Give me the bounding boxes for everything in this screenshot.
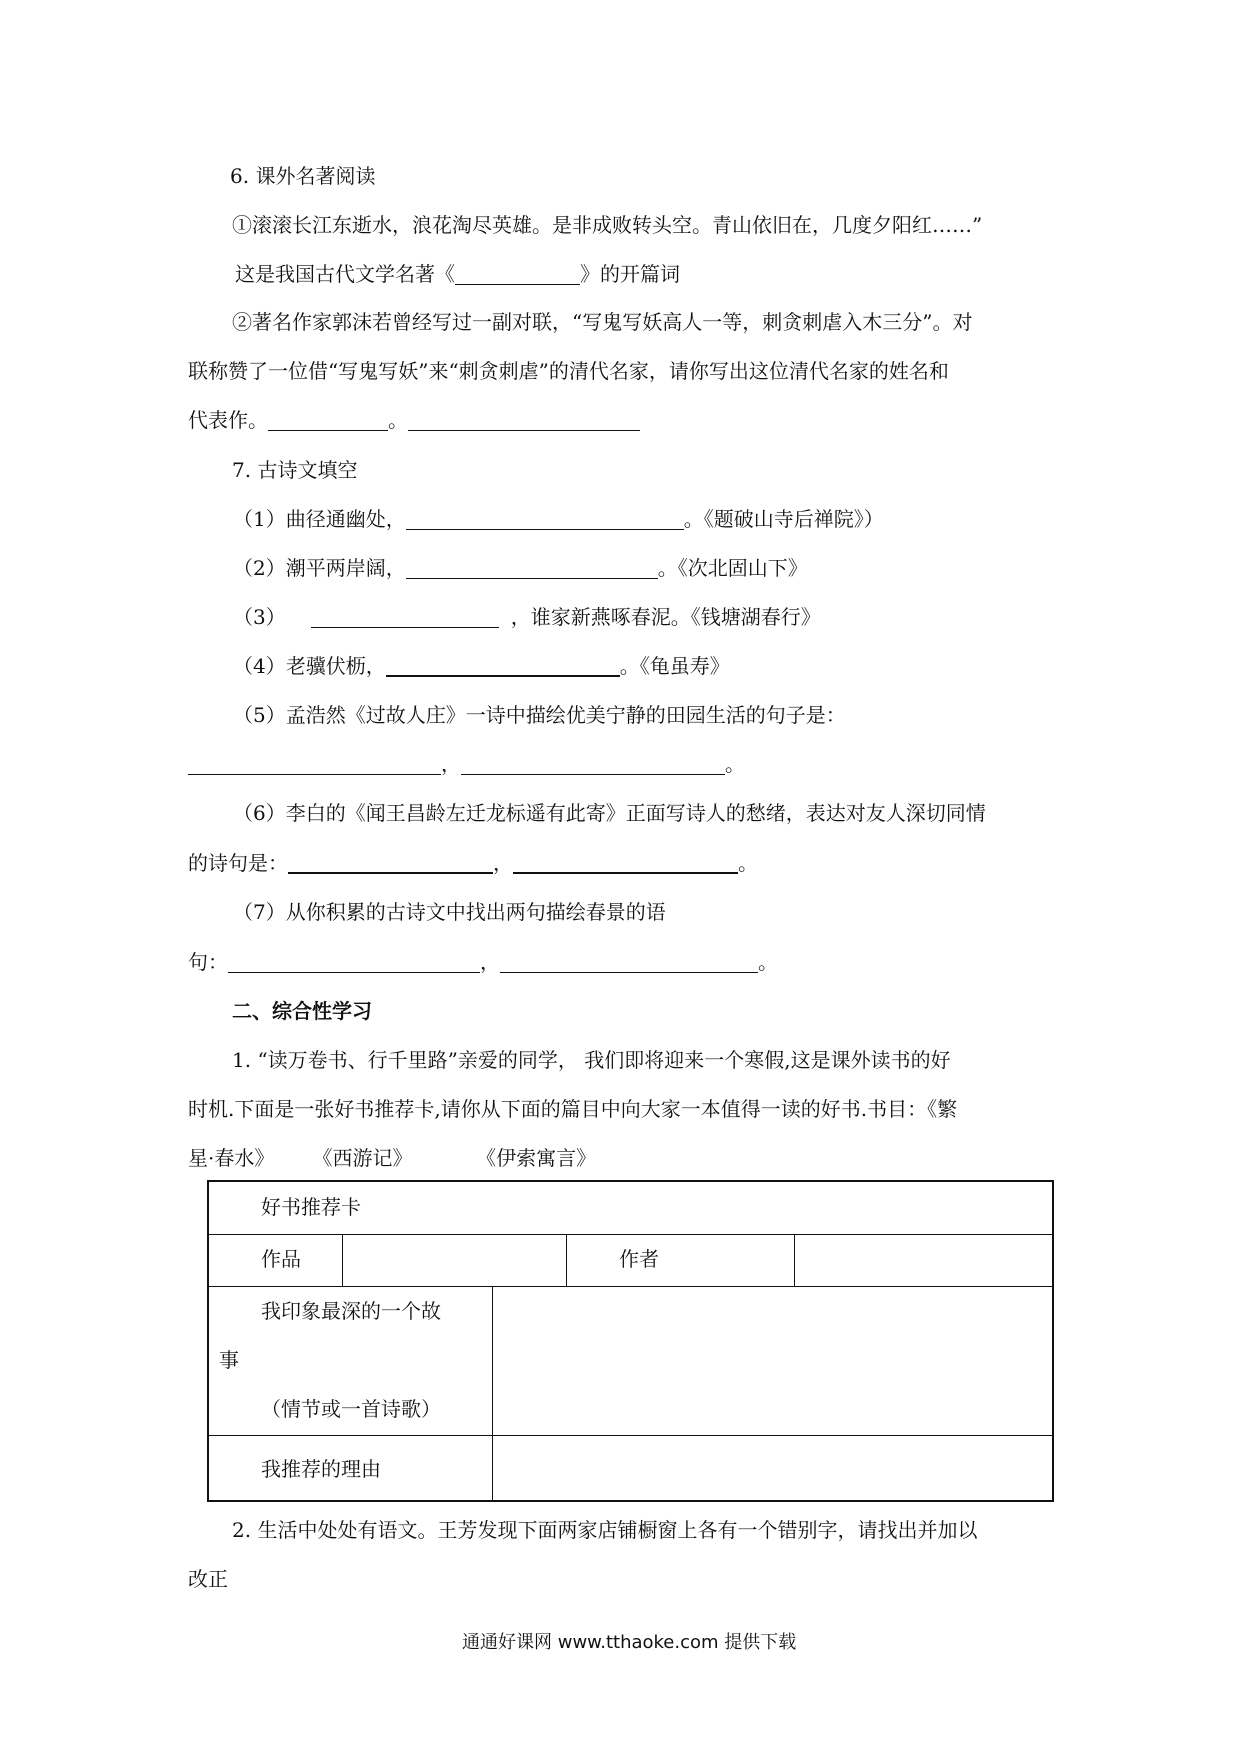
- answer-blank-7-5a[interactable]: [188, 752, 441, 775]
- card-reason-label: 我推荐的理由: [261, 1457, 381, 1481]
- card-col-divider-1: [342, 1235, 343, 1287]
- book-recommendation-card: [207, 1180, 1054, 1502]
- card-col-divider-3: [794, 1235, 795, 1287]
- q6-line-5-prefix: 代表作。: [188, 408, 268, 432]
- card-work-label: 作品: [261, 1247, 301, 1271]
- q6-line-3: ②著名作家郭沫若曾经写过一副对联，“写鬼写妖高人一等，刺贪刺虐入木三分”。对: [232, 310, 973, 334]
- page-footer: 通通好课网 www.tthaoke.com 提供下载: [462, 1632, 797, 1653]
- q7-item-6: （6）李白的《闻王昌龄左迁龙标遥有此寄》正面写诗人的愁绪，表达对友人深切同情: [233, 801, 986, 825]
- q7-item-4: [233, 651, 730, 681]
- s2-q2-line-1: 2. 生活中处处有语文。王芳发现下面两家店铺橱窗上各有一个错别字，请找出并加以: [232, 1518, 978, 1542]
- answer-blank-book-title[interactable]: [455, 262, 580, 285]
- answer-blank-7-4[interactable]: [386, 653, 620, 677]
- card-story-label-3: （情节或一首诗歌）: [261, 1397, 441, 1421]
- q7-item-3-suffix: ，谁家新燕啄春泥。《钱塘湖春行》: [510, 605, 821, 629]
- q6-line-1: ①滚滚长江东逝水，浪花淘尽英雄。是非成败转头空。青山依旧在，几度夕阳红……”: [232, 213, 983, 237]
- section-2-heading: 二、综合性学习: [232, 999, 372, 1023]
- answer-blank-7-2[interactable]: [406, 556, 658, 579]
- q6-line-5-sep: 。: [388, 408, 408, 432]
- card-author-label: 作者: [619, 1247, 659, 1271]
- q6-line-5: [188, 405, 640, 435]
- q6-line-2: [235, 259, 680, 289]
- s2-q2-line-2: 改正: [188, 1567, 228, 1591]
- card-col-divider-4: [492, 1287, 493, 1502]
- q7-item-5-end: 。: [725, 752, 745, 776]
- card-reason-input[interactable]: [494, 1436, 1051, 1500]
- q7-item-7-prefix: 句：: [188, 950, 228, 974]
- card-work-input[interactable]: [344, 1235, 564, 1285]
- q6-line-2-suffix: 》的开篇词: [580, 262, 680, 286]
- q7-item-5-answers: [188, 749, 745, 779]
- card-story-label-2: 事: [219, 1348, 239, 1372]
- card-story-input[interactable]: [494, 1287, 1051, 1434]
- answer-blank-7-3[interactable]: [311, 605, 499, 628]
- q7-item-6-answers: [188, 848, 758, 878]
- q7-item-7-answers: [188, 947, 778, 977]
- q7-item-6-comma: ，: [493, 851, 513, 875]
- q6-line-4: 联称赞了一位借“写鬼写妖”来“刺贪刺虐”的清代名家，请你写出这位清代名家的姓名和: [188, 359, 949, 383]
- q7-item-7-end: 。: [758, 950, 778, 974]
- q6-line-2-prefix: 这是我国古代文学名著《: [235, 262, 455, 286]
- q7-item-6-prefix: 的诗句是：: [188, 851, 288, 875]
- q7-item-6-end: 。: [738, 851, 758, 875]
- q7-item-2-prefix: （2）潮平两岸阔，: [233, 556, 406, 580]
- q6-title: 6. 课外名著阅读: [230, 164, 376, 188]
- q7-item-1-prefix: （1）曲径通幽处，: [233, 507, 406, 531]
- s2-q1-line-3: 星·春水》 《西游记》 《伊索寓言》: [188, 1146, 597, 1170]
- q7-item-1-suffix: 。《题破山寺后禅院》）: [683, 507, 884, 531]
- card-col-divider-2: [566, 1235, 567, 1287]
- q7-item-2-suffix: 。《次北固山下》: [657, 556, 808, 580]
- q7-item-4-suffix: 。《龟虽寿》: [619, 654, 730, 678]
- answer-blank-7-5b[interactable]: [461, 752, 725, 775]
- q7-item-7-comma: ，: [480, 950, 500, 974]
- answer-blank-7-7a[interactable]: [228, 950, 480, 973]
- q7-item-5: （5）孟浩然《过故人庄》一诗中描绘优美宁静的田园生活的句子是：: [233, 703, 846, 727]
- card-title: 好书推荐卡: [261, 1195, 361, 1219]
- card-story-label-1: 我印象最深的一个故: [261, 1299, 441, 1323]
- answer-blank-author-name[interactable]: [268, 408, 388, 431]
- q7-title: 7. 古诗文填空: [232, 458, 358, 482]
- q7-item-7: （7）从你积累的古诗文中找出两句描绘春景的语: [233, 900, 666, 924]
- s2-q1-line-2: 时机.下面是一张好书推荐卡,请你从下面的篇目中向大家一本值得一读的好书.书目：《繁: [188, 1097, 958, 1121]
- answer-blank-7-6a[interactable]: [288, 850, 493, 874]
- q7-item-1: [233, 504, 884, 534]
- answer-blank-7-7b[interactable]: [500, 950, 758, 973]
- q7-item-4-prefix: （4）老骥伏枥，: [233, 654, 386, 678]
- answer-blank-7-6b[interactable]: [513, 850, 738, 874]
- answer-blank-representative-work[interactable]: [408, 408, 640, 431]
- q7-item-5-comma: ，: [441, 752, 461, 776]
- q7-item-3: [233, 602, 821, 632]
- s2-q1-line-1: 1. “读万卷书、行千里路”亲爱的同学， 我们即将迎来一个寒假,这是课外读书的好: [232, 1048, 951, 1072]
- answer-blank-7-1[interactable]: [406, 507, 684, 530]
- card-author-input[interactable]: [796, 1235, 1051, 1285]
- q7-item-3-prefix: （3）: [233, 605, 286, 629]
- q7-item-2: [233, 553, 808, 583]
